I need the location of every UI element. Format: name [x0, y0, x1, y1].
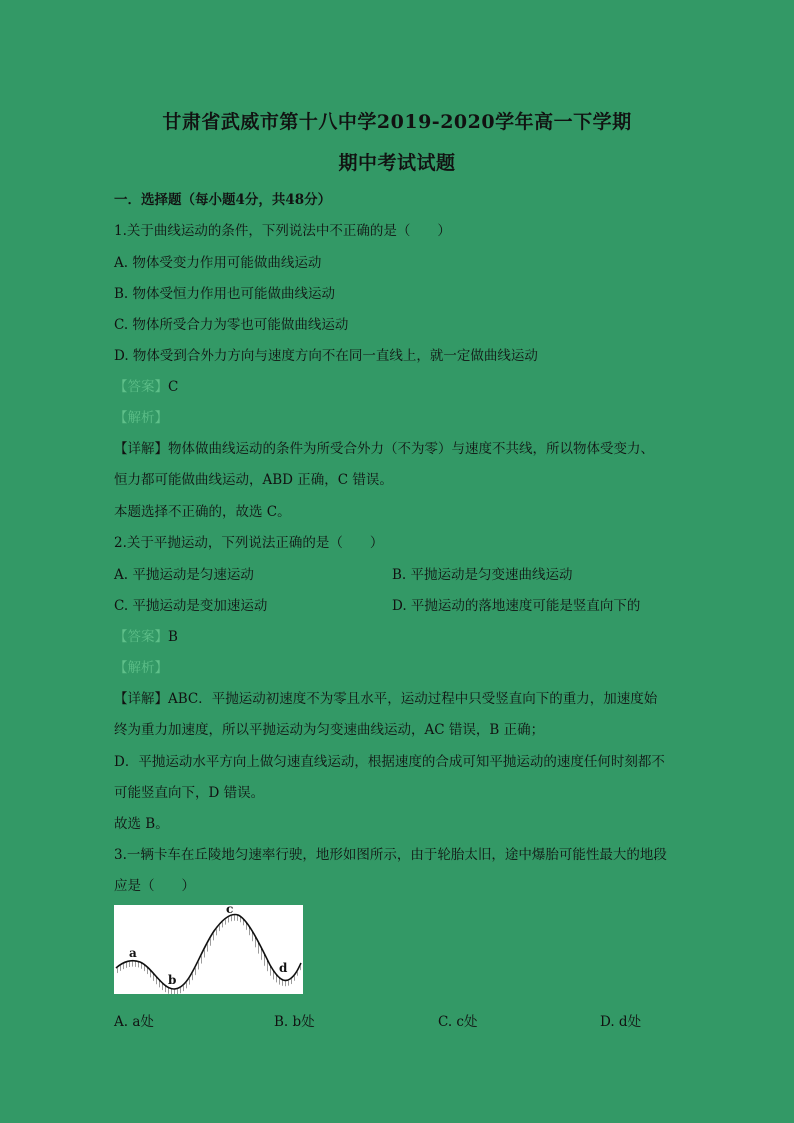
terrain-diagram — [114, 905, 303, 994]
q2-detail-line-3: D．平抛运动水平方向上做匀速直线运动，根据速度的合成可知平抛运动的速度任何时刻都不 — [114, 754, 665, 770]
q3-stem-line-2: 应是（ ） — [114, 878, 195, 894]
answer-value: C — [168, 379, 179, 395]
label-a: a — [129, 946, 137, 960]
q3-option-c: C. c处 — [438, 1014, 478, 1030]
label-d: d — [279, 961, 288, 975]
q1-detail-line-2: 恒力都可能做曲线运动，ABD 正确，C 错误。 — [114, 472, 393, 488]
q2-detail-line-1: 【详解】ABC．平抛运动初速度不为零且水平，运动过程中只受竖直向下的重力，加速度始 — [114, 691, 658, 707]
q2-detail-line-5: 故选 B。 — [114, 816, 169, 832]
q1-analysis-tag: 【解析】 — [114, 410, 168, 426]
q1-option-d: D. 物体受到合外力方向与速度方向不在同一直线上，就一定做曲线运动 — [114, 348, 538, 364]
q1-stem: 1.关于曲线运动的条件，下列说法中不正确的是（ ） — [114, 223, 451, 239]
label-b: b — [168, 973, 177, 987]
q1-option-c: C. 物体所受合力为零也可能做曲线运动 — [114, 317, 349, 333]
q2-option-b: B. 平抛运动是匀变速曲线运动 — [392, 567, 573, 583]
answer-tag: 【答案】 — [114, 629, 168, 645]
q1-option-a: A. 物体受变力作用可能做曲线运动 — [114, 255, 322, 271]
q3-option-d: D. d处 — [600, 1014, 642, 1030]
q3-option-b: B. b处 — [274, 1014, 315, 1030]
section-heading: 一．选择题（每小题4分，共48分） — [114, 192, 332, 208]
q2-option-d: D. 平抛运动的落地速度可能是竖直向下的 — [392, 598, 641, 614]
answer-tag: 【答案】 — [114, 379, 168, 395]
q2-option-c: C. 平抛运动是变加速运动 — [114, 598, 268, 614]
q2-detail-line-4: 可能竖直向下，D 错误。 — [114, 785, 265, 801]
terrain-hatching — [116, 915, 301, 994]
document-subtitle: 期中考试试题 — [338, 152, 456, 174]
q1-option-b: B. 物体受恒力作用也可能做曲线运动 — [114, 286, 336, 302]
answer-value: B — [168, 629, 178, 645]
q3-option-a: A. a处 — [114, 1014, 154, 1030]
terrain-figure — [114, 905, 303, 994]
q1-answer — [114, 375, 178, 395]
q2-detail-line-2: 终为重力加速度，所以平抛运动为匀变速曲线运动，AC 错误，B 正确； — [114, 722, 545, 738]
q3-stem-line-1: 3.一辆卡车在丘陵地匀速率行驶，地形如图所示，由于轮胎太旧，途中爆胎可能性最大的地段 — [114, 847, 667, 863]
label-c: c — [226, 905, 234, 916]
q1-detail-line-3: 本题选择不正确的，故选 C。 — [114, 504, 291, 520]
q2-stem: 2.关于平抛运动，下列说法正确的是（ ） — [114, 535, 384, 551]
q2-option-a: A. 平抛运动是匀速运动 — [114, 567, 254, 583]
q2-analysis-tag: 【解析】 — [114, 660, 168, 676]
q2-answer — [114, 625, 178, 645]
document-title: 甘肃省武威市第十八中学2019-2020学年高一下学期 — [162, 111, 632, 133]
q1-detail-line-1: 【详解】物体做曲线运动的条件为所受合外力（不为零）与速度不共线，所以物体受变力、 — [114, 441, 654, 457]
